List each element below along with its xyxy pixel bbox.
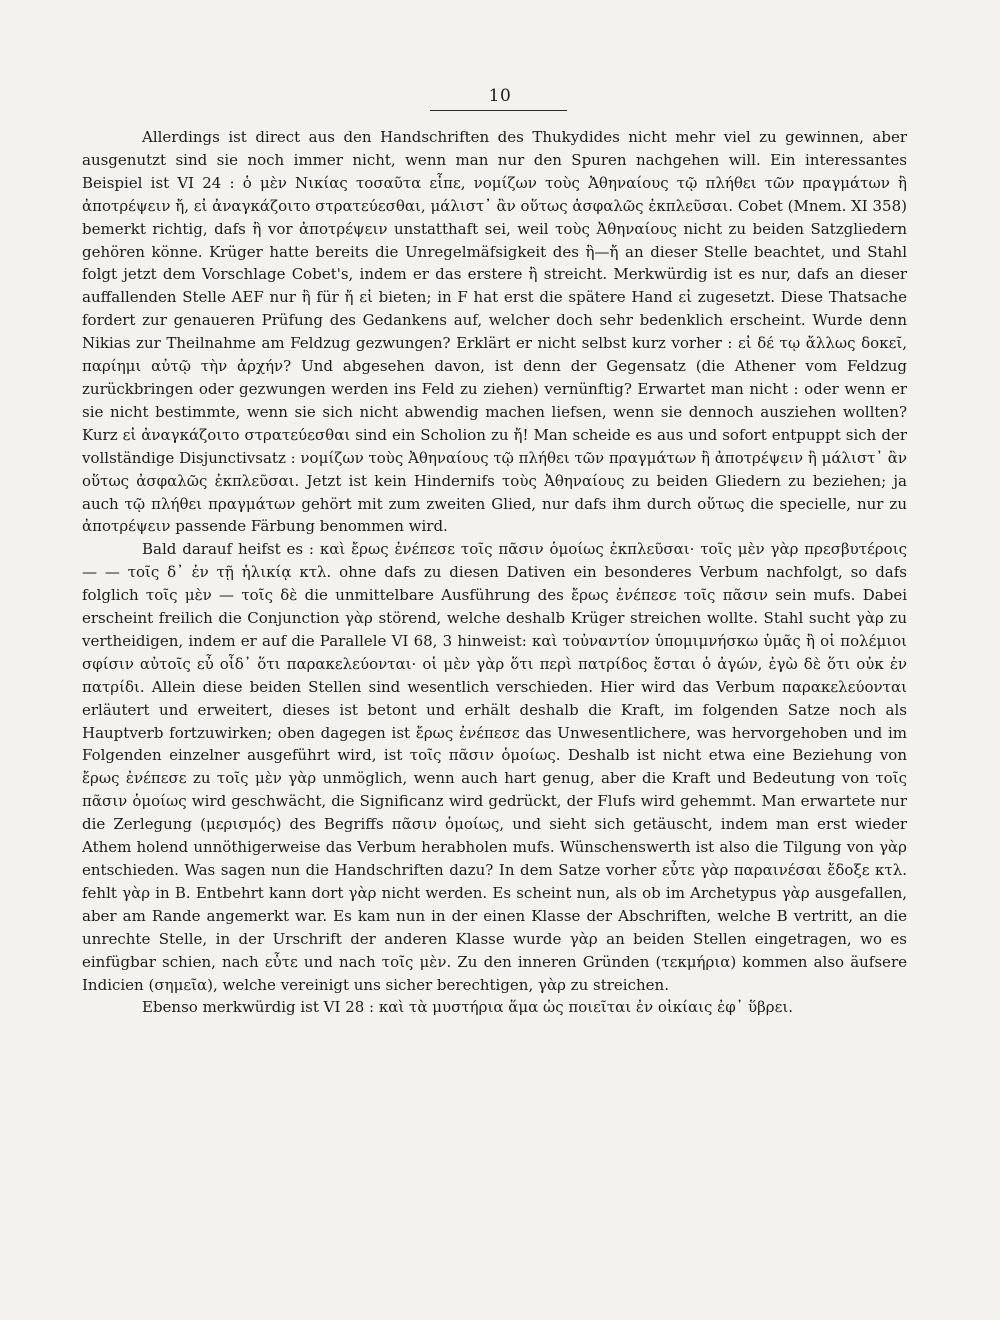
paragraph-2: Bald darauf heifst es : καὶ ἔρως ἐνέπεσε τοῖς πᾶσιν ὁμοίως ἐκπλεῦσαι· τοῖς μὲν γὰρ πρεσβυτέροις — — τοῖς δ᾽ ἐν τῇ ἡλικίᾳ κτλ. ohne dafs zu diesen Dativen ein besonderes Verbum nachfolgt, so dafs folglich τοῖς μὲν — τοῖς δὲ die unmittelbare Ausführung des ἔρως ἐνέπεσε τοῖς πᾶσιν sein mufs. Dabei erscheint freilich die Conjunction γὰρ störend, welche deshalb Krüger streichen wollte. Stahl sucht γὰρ zu vertheidigen, indem er auf die Parallele VI 68, 3 hinweist: καὶ τοὐναντίον ὑπομιμνήσκω ὑμᾶς ἢ οἱ πολέμιοι σφίσιν αὐτοῖς εὖ οἶδ᾽ ὅτι παρακελεύονται· οἱ μὲν γὰρ ὅτι περὶ πατρίδος ἔσται ὁ ἀγών, ἐγὼ δὲ ὅτι οὐκ ἐν πατρίδι. Allein diese beiden Stellen sind wesentlich verschieden. Hier wird das Verbum παρακελεύονται erläutert und erweitert, dieses ist betont und erhält deshalb die Kraft, im folgenden Satze noch als Hauptverb fortzuwirken; oben dagegen ist ἔρως ἐνέπεσε das Unwesentlichere, was hervorgehoben und im Folgenden einzelner ausgeführt wird, ist τοῖς πᾶσιν ὁμοίως. Deshalb ist nicht etwa eine Beziehung von ἔρως ἐνέπεσε zu τοῖς μὲν γὰρ unmöglich, wenn auch hart genug, aber die Kraft und Bedeutung von τοῖς πᾶσιν ὁμοίως wird geschwächt, die Significanz wird gedrückt, der Flufs wird gehemmt. Man erwartete nur die Zerlegung (μερισμός) des Begriffs πᾶσιν ὁμοίως, und sieht sich getäuscht, indem man erst wieder Athem holend unnöthigerweise das Verbum herabholen mufs. Wünschenswerth ist also die Tilgung von γὰρ entschieden. Was sagen nun die Handschriften dazu? In dem Satze vorher εὖτε γὰρ παραινέσαι ἔδοξε κτλ. fehlt γὰρ in B. Entbehrt kann dort γὰρ nicht werden. Es scheint nun, als ob im Archetypus γὰρ ausgefallen, aber am Rande angemerkt war. Es kam nun in der einen Klasse der Abschriften, welche B vertritt, an die unrechte Stelle, in der Urschrift der anderen Klasse wurde γὰρ an beiden Stellen eingetragen, wo es einfügbar schien, nach εὖτε und nach τοῖς μὲν. Zu den inneren Gründen (τεκμήρια) kommen also äufsere Indicien (σημεῖα), welche vereinigt uns sicher berechtigen, γὰρ zu streichen. — [82, 540, 907, 994]
paragraph-3: Ebenso merkwürdig ist VI 28 : καὶ τὰ μυστήρια ἅμα ὡς ποιεῖται ἐν οἰκίαις ἐφ᾽ ὕβρει. — [142, 998, 794, 1017]
page-number: 10 — [488, 86, 512, 106]
body-text — [82, 126, 907, 1019]
header-rule — [430, 110, 567, 111]
paragraph-1: Allerdings ist direct aus den Handschriften des Thukydides nicht mehr viel zu gewinnen, aber ausgenutzt sind sie noch immer nicht, wenn man nur den Spuren nachgehen will. Ein interessantes Beispiel ist VI 24 : ὁ μὲν Νικίας τοσαῦτα εἶπε, νομίζων τοὺς Ἀθηναίους τῷ πλήθει τῶν πραγμάτων ἢ ἀποτρέψειν ἤ, εἰ ἀναγκάζοιτο στρατεύεσθαι, μάλιστ᾽ ἂν οὕτως ἀσφαλῶς ἐκπλεῦσαι. Cobet (Mnem. XI 358) bemerkt richtig, dafs ἢ vor ἀποτρέψειν unstatthaft sei, weil τοὺς Ἀθηναίους nicht zu beiden Satzgliedern gehören könne. Krüger hatte bereits die Unregelmäfsigkeit des ἢ—ἤ an dieser Stelle beachtet, und Stahl folgt jetzt dem Vorschlage Cobet's, indem er das erstere ἢ streicht. Merkwürdig ist es nur, dafs an dieser auffallenden Stelle AEF nur ἢ für ἤ εἰ bieten; in F hat erst die spätere Hand εἰ zugesetzt. Diese Thatsache fordert zur genaueren Prüfung des Gedankens auf, welcher doch sehr bedenklich erscheint. Wurde denn Nikias zur Theilnahme am Feldzug gezwungen? Erklärt er nicht selbst kurz vorher : εἰ δέ τῳ ἄλλως δοκεῖ, παρίημι αὐτῷ τὴν ἀρχήν? Und abgesehen davon, ist denn der Gegensatz (die Athener vom Feldzug zurückbringen oder gezwungen werden ins Feld zu ziehen) vernünftig? Erwartet man nicht : oder wenn er sie nicht bestimmte, wenn sie sich nicht abwendig machen liefsen, wenn sie dennoch ausziehen wollten? Kurz εἰ ἀναγκάζοιτο στρατεύεσθαι sind ein Scholion zu ἤ! Man scheide es aus und sofort entpuppt sich der vollständige Disjunctivsatz : νομίζων τοὺς Ἀθηναίους τῷ πλήθει τῶν πραγμάτων ἢ ἀποτρέψειν ἢ μάλιστ᾽ ἂν οὕτως ἀσφαλῶς ἐκπλεῦσαι. Jetzt ist kein Hindernifs τοὺς Ἀθηναίους zu beiden Gliedern zu beziehen; ja auch τῷ πλήθει πραγμάτων gehört mit zum zweiten Glied, nur dafs ihm durch οὕτως die specielle, nur zu ἀποτρέψειν passende Färbung benommen wird. — [82, 128, 907, 536]
